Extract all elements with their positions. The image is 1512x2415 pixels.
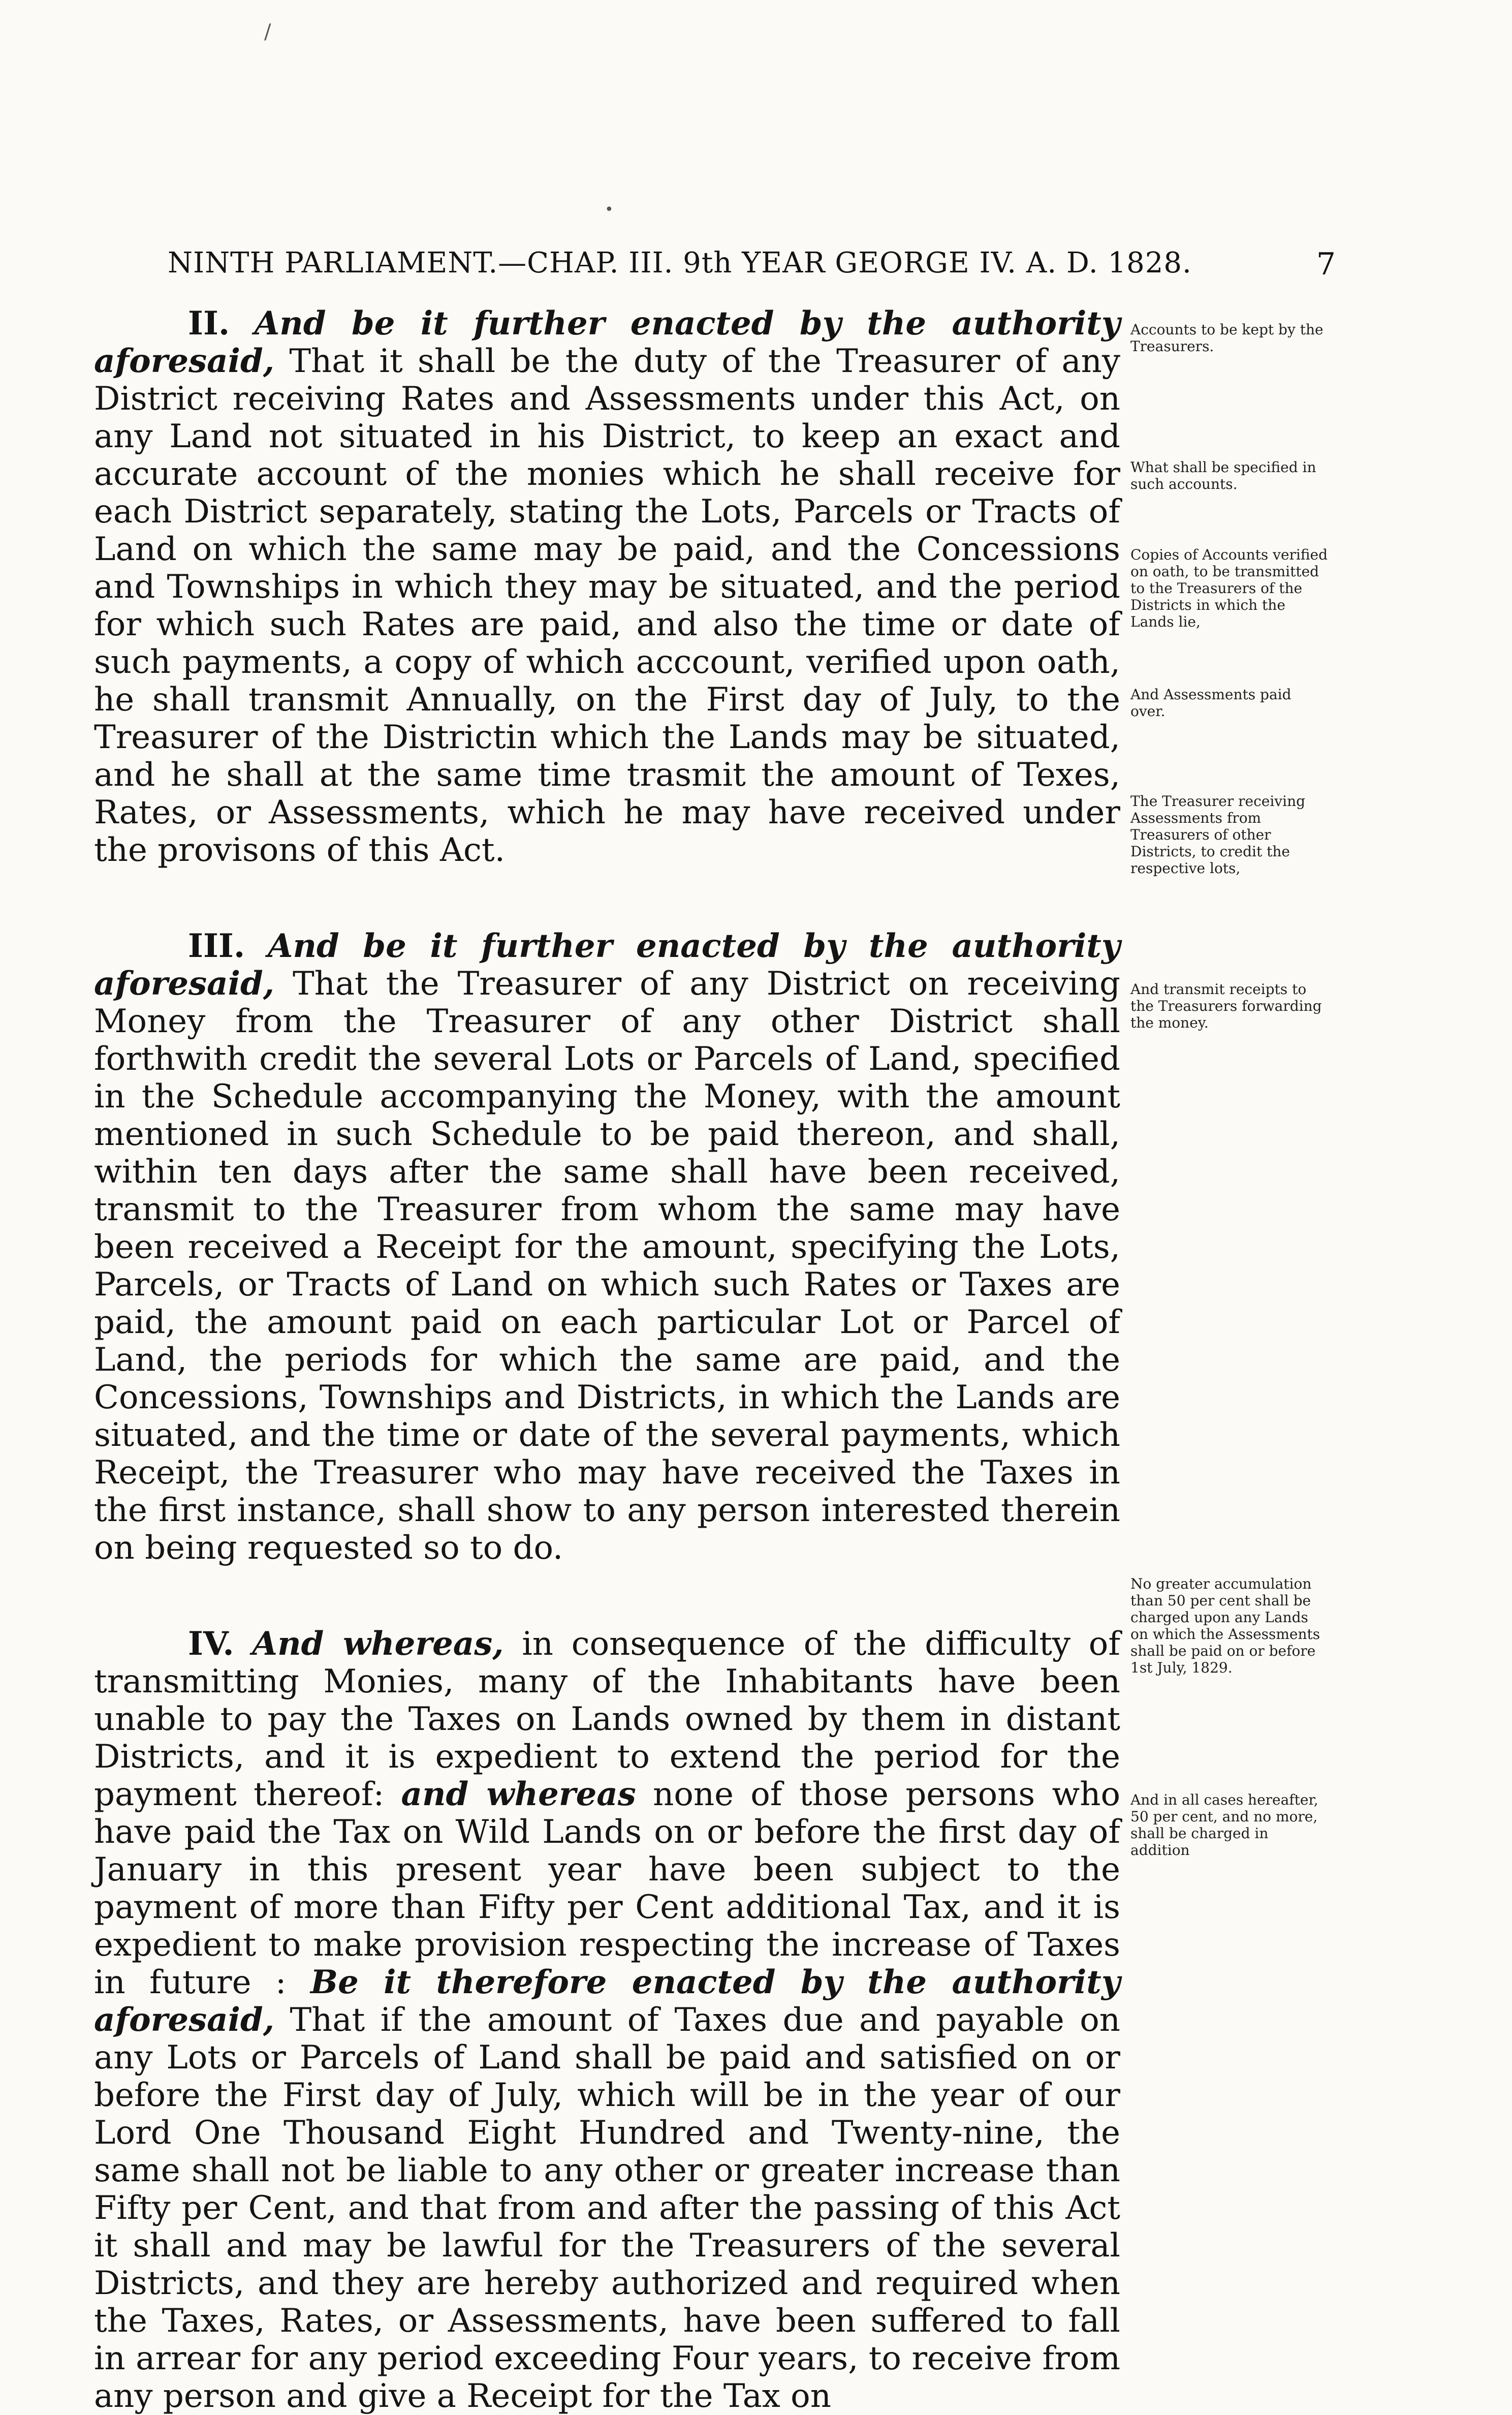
section-3 bbox=[94, 927, 1120, 1567]
section-text: That if the amount of Taxes due and payable on any Lots or Parcels of Land shall be paid and satisfied on or before the First day of July, which will be in the year of our Lord One Thousand Eight Hundred and Twenty-nine, the same shall not be liable to any other or greater increase than Fifty per Cent, and that from and after the passing of this Act it shall and may be lawful for the Treasurers of the several Districts, and they are hereby authorized and required when the Taxes, Rates, or Assessments, have been suffered to fall in arrear for any period exceeding Four years, to receive from any person and give a Receipt for the Tax on bbox=[94, 2001, 1121, 2415]
margin-note: And in all cases hereafter, 50 per cent, and no more, shall be charged in addition bbox=[1130, 1791, 1318, 1859]
margin-note: And Assessments paid over. bbox=[1130, 686, 1292, 720]
page-number: 7 bbox=[1316, 246, 1336, 282]
section-text: That the Treasurer of any District on receiving Money from the Treasurer of any other District shall forthwith credit the several Lots or Parcels of Land, specified in the Schedule accompanying the Money, with the amount mentioned in such Schedule to be paid thereon, and shall, within ten days after the same shall have been received, transmit to the Treasurer from whom the same may have been received a Receipt for the amount, specifying the Lots, Parcels, or Tracts of Land on which such Rates or Taxes are paid, the amount paid on each particular Lot or Parcel of Land, the periods for which the same are paid, and the Concessions, Townships and Districts, in which the Lands are situated, and the time or date of the several payments, which Receipt, the Treasurer who may have received the Taxes in the first instance, shall show to any person interested therein on being requested so to do. bbox=[94, 965, 1121, 1567]
enacting-clause: And be it further enacted by the authority aforesaid, bbox=[94, 927, 1121, 1003]
enacting-clause: And be it further enacted by the authority aforesaid, bbox=[94, 304, 1121, 380]
margin-note: What shall be specified in such accounts. bbox=[1130, 459, 1316, 492]
body-text bbox=[94, 305, 1120, 2415]
section-text: in consequence of the difficulty of transmitting Monies, many of the Inhabitants have been unable to pay the Taxes on Lands owned by them in distant Districts, and it is expedient to extend the period for the payment thereof: bbox=[94, 1625, 1121, 1813]
running-header bbox=[168, 246, 1336, 280]
section-2 bbox=[94, 305, 1120, 869]
margin-note: No greater accumulation than 50 per cent shall be charged upon any Lands on which the Assessments shall be paid on or before 1st July, 1829. bbox=[1130, 1575, 1320, 1676]
margin-note: Copies of Accounts verified on oath, to be transmitted to the Treasurers of the Districts in which the Lands lie, bbox=[1130, 546, 1328, 630]
section-text: That it shall be the duty of the Treasurer of any District receiving Rates and Assessments under this Act, on any Land not situated in his District, to keep an exact and accurate account of the monies which he shall receive for each District separately, stating the Lots, Parcels or Tracts of Land on which the same may be paid, and the Concessions and Townships in which they may be situated, and the period for which such Rates are paid, and also the time or date of such payments, a copy of which acccount, verified upon oath, he shall transmit Annually, on the First day of July, to the Treasurer of the Districtin which the Lands may be situated, and he shall at the same time trasmit the amount of Texes, Rates, or Assessments, which he may have received under the provisons of this Act. bbox=[94, 343, 1121, 869]
whereas-clause: And whereas, bbox=[252, 1625, 504, 1663]
running-title: NINTH PARLIAMENT.—CHAP. III. 9th YEAR GEORGE IV. A. D. 1828. bbox=[168, 246, 1192, 280]
section-text: none of those persons who have paid the Tax on Wild Lands on or before the first day of January in this present year have been subject to the payment of more than Fifty per Cent additional Tax, and it is expedient to make provision respecting the increase of Taxes in future : bbox=[94, 1776, 1121, 2001]
section-4 bbox=[94, 1625, 1120, 2415]
section-number: IV. bbox=[188, 1625, 234, 1663]
scan-dot: • bbox=[605, 201, 614, 219]
whereas-clause: and whereas bbox=[401, 1775, 636, 1813]
margin-note: And transmit receipts to the Treasurers forwarding the money. bbox=[1130, 981, 1322, 1031]
margin-note: Accounts to be kept by the Treasurers. bbox=[1130, 321, 1324, 355]
margin-note: The Treasurer receiving Assessments from Treasurers of other Districts, to credit the respective lots, bbox=[1130, 793, 1306, 877]
section-number: III. bbox=[188, 927, 245, 965]
enacting-clause: Be it therefore enacted by the authority aforesaid, bbox=[94, 1963, 1121, 2039]
section-number: II. bbox=[188, 304, 230, 343]
scan-mark: / bbox=[264, 20, 271, 44]
